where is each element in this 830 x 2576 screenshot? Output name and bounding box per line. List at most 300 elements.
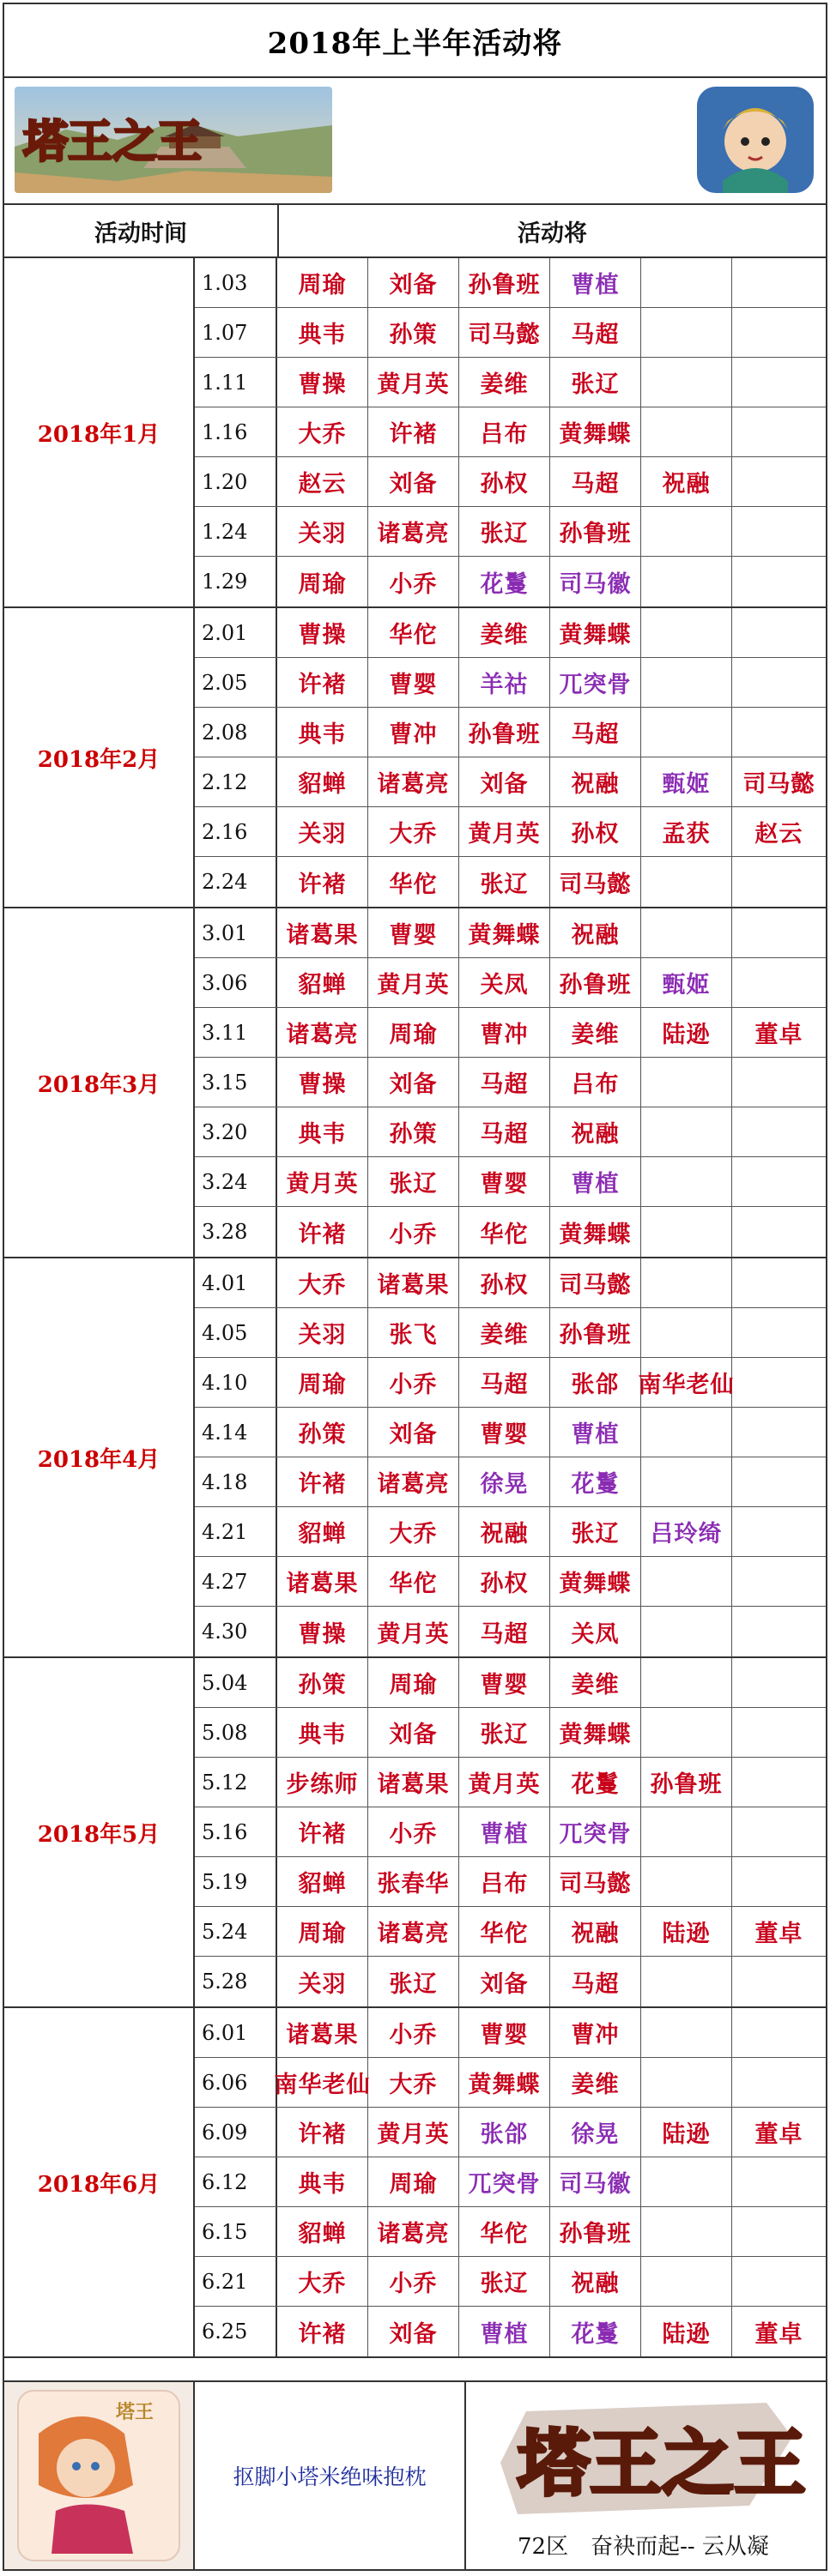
general-cell: 刘备 bbox=[368, 1708, 459, 1757]
table-row bbox=[195, 1607, 826, 1656]
general-cell bbox=[641, 608, 732, 657]
pillow-image bbox=[4, 2382, 195, 2569]
table-row bbox=[195, 2108, 826, 2157]
table-row bbox=[195, 1408, 826, 1457]
date-cell: 1.24 bbox=[195, 507, 277, 556]
general-cell: 曹植 bbox=[550, 258, 641, 307]
general-cell: 张郃 bbox=[459, 2108, 550, 2157]
general-cell bbox=[732, 1607, 826, 1656]
general-cell: 关羽 bbox=[277, 807, 368, 856]
general-cell bbox=[732, 507, 826, 556]
month-group bbox=[4, 1658, 826, 2008]
table-row bbox=[195, 308, 826, 358]
general-cell bbox=[732, 1807, 826, 1856]
general-cell: 羊祜 bbox=[459, 658, 550, 707]
general-cell bbox=[641, 1457, 732, 1506]
general-cell: 花鬘 bbox=[550, 2307, 641, 2356]
month-rows bbox=[195, 1658, 826, 2006]
general-cell: 貂蝉 bbox=[277, 1507, 368, 1556]
date-cell: 1.07 bbox=[195, 308, 277, 357]
general-cell: 姜维 bbox=[459, 358, 550, 407]
general-cell: 关羽 bbox=[277, 1957, 368, 2006]
general-cell: 曹婴 bbox=[459, 2008, 550, 2057]
general-cell bbox=[641, 507, 732, 556]
general-cell: 马超 bbox=[459, 1058, 550, 1107]
date-cell: 3.06 bbox=[195, 958, 277, 1007]
date-cell: 5.04 bbox=[195, 1658, 277, 1707]
table-row bbox=[195, 2008, 826, 2058]
general-cell: 张郃 bbox=[550, 1358, 641, 1407]
general-cell: 孙鲁班 bbox=[459, 708, 550, 757]
general-cell: 黄舞蝶 bbox=[550, 407, 641, 456]
date-cell: 3.24 bbox=[195, 1157, 277, 1206]
general-cell: 大乔 bbox=[368, 807, 459, 856]
general-cell: 貂蝉 bbox=[277, 2207, 368, 2256]
general-cell: 张辽 bbox=[550, 358, 641, 407]
general-cell: 刘备 bbox=[368, 258, 459, 307]
general-cell bbox=[641, 1107, 732, 1156]
general-cell: 诸葛亮 bbox=[368, 1907, 459, 1956]
general-cell bbox=[732, 2157, 826, 2206]
general-cell: 黄月英 bbox=[368, 958, 459, 1007]
general-cell: 周瑜 bbox=[277, 258, 368, 307]
general-cell: 孙策 bbox=[368, 308, 459, 357]
general-cell: 陆逊 bbox=[641, 1008, 732, 1057]
date-cell: 3.15 bbox=[195, 1058, 277, 1107]
general-cell: 姜维 bbox=[550, 1658, 641, 1707]
general-cell: 曹冲 bbox=[459, 1008, 550, 1057]
general-cell: 华佗 bbox=[459, 1207, 550, 1257]
general-cell bbox=[732, 658, 826, 707]
general-cell: 曹植 bbox=[550, 1157, 641, 1206]
general-cell: 吕布 bbox=[459, 1857, 550, 1906]
general-cell: 关凤 bbox=[550, 1607, 641, 1656]
general-cell: 孙权 bbox=[550, 807, 641, 856]
general-cell: 孙鲁班 bbox=[550, 507, 641, 556]
general-cell: 貂蝉 bbox=[277, 958, 368, 1007]
general-cell bbox=[732, 1557, 826, 1606]
date-cell: 5.16 bbox=[195, 1807, 277, 1856]
general-cell bbox=[732, 958, 826, 1007]
general-cell: 典韦 bbox=[277, 1708, 368, 1757]
general-cell bbox=[641, 1058, 732, 1107]
general-cell: 曹婴 bbox=[459, 1157, 550, 1206]
table-row bbox=[195, 857, 826, 907]
date-cell: 4.01 bbox=[195, 1258, 277, 1307]
game-logo-image bbox=[15, 87, 332, 193]
general-cell: 许褚 bbox=[277, 2307, 368, 2356]
general-cell: 花鬘 bbox=[550, 1758, 641, 1807]
general-cell bbox=[732, 308, 826, 357]
date-cell: 4.05 bbox=[195, 1308, 277, 1357]
general-cell: 许褚 bbox=[277, 1457, 368, 1506]
general-cell: 周瑜 bbox=[277, 1358, 368, 1407]
month-rows bbox=[195, 908, 826, 1257]
general-cell: 马超 bbox=[459, 1358, 550, 1407]
general-cell bbox=[641, 2257, 732, 2306]
general-cell bbox=[641, 358, 732, 407]
date-cell: 6.15 bbox=[195, 2207, 277, 2256]
table-row bbox=[195, 1258, 826, 1308]
general-cell: 陆逊 bbox=[641, 1907, 732, 1956]
general-cell bbox=[641, 658, 732, 707]
general-cell: 张春华 bbox=[368, 1857, 459, 1906]
general-cell: 诸葛果 bbox=[368, 1258, 459, 1307]
header-generals: 活动将 bbox=[518, 220, 587, 247]
table-row bbox=[195, 1107, 826, 1157]
general-cell bbox=[732, 1258, 826, 1307]
general-cell: 陆逊 bbox=[641, 2108, 732, 2157]
date-cell: 6.12 bbox=[195, 2157, 277, 2206]
general-cell bbox=[732, 857, 826, 907]
footer-logo-image bbox=[466, 2386, 827, 2531]
month-label: 2018年1月 bbox=[4, 258, 195, 606]
general-cell: 曹植 bbox=[550, 1408, 641, 1457]
general-cell bbox=[732, 1207, 826, 1257]
general-cell: 马超 bbox=[550, 457, 641, 506]
table-row bbox=[195, 407, 826, 457]
general-cell: 孙权 bbox=[459, 457, 550, 506]
general-cell: 诸葛亮 bbox=[368, 2207, 459, 2256]
date-cell: 1.03 bbox=[195, 258, 277, 307]
general-cell: 诸葛果 bbox=[277, 908, 368, 957]
general-cell bbox=[641, 857, 732, 907]
general-cell: 孙鲁班 bbox=[550, 958, 641, 1007]
general-cell: 曹操 bbox=[277, 358, 368, 407]
general-cell: 小乔 bbox=[368, 557, 459, 606]
general-cell bbox=[732, 407, 826, 456]
general-cell bbox=[732, 1358, 826, 1407]
table-row bbox=[195, 1457, 826, 1507]
general-cell: 典韦 bbox=[277, 708, 368, 757]
month-label: 2018年2月 bbox=[4, 608, 195, 907]
date-cell: 5.08 bbox=[195, 1708, 277, 1757]
table-row bbox=[195, 507, 826, 557]
general-cell: 周瑜 bbox=[277, 1907, 368, 1956]
month-label: 2018年3月 bbox=[4, 908, 195, 1257]
date-cell: 6.01 bbox=[195, 2008, 277, 2057]
general-cell bbox=[641, 1408, 732, 1457]
general-cell: 张辽 bbox=[459, 507, 550, 556]
general-cell bbox=[641, 407, 732, 456]
general-cell bbox=[732, 1708, 826, 1757]
general-cell: 华佗 bbox=[368, 608, 459, 657]
general-cell bbox=[641, 708, 732, 757]
date-cell: 4.30 bbox=[195, 1607, 277, 1656]
general-cell: 兀突骨 bbox=[459, 2157, 550, 2206]
date-cell: 3.28 bbox=[195, 1207, 277, 1257]
general-cell: 曹婴 bbox=[459, 1658, 550, 1707]
general-cell: 典韦 bbox=[277, 2157, 368, 2206]
table-row bbox=[195, 958, 826, 1008]
general-cell bbox=[732, 1758, 826, 1807]
date-cell: 1.29 bbox=[195, 557, 277, 606]
general-cell: 董卓 bbox=[754, 1022, 803, 1048]
general-cell: 黄舞蝶 bbox=[550, 1557, 641, 1606]
general-cell: 张辽 bbox=[368, 1957, 459, 2006]
general-cell: 小乔 bbox=[368, 1207, 459, 1257]
general-cell: 刘备 bbox=[368, 1408, 459, 1457]
table-row bbox=[195, 2058, 826, 2108]
general-cell: 兀突骨 bbox=[550, 658, 641, 707]
month-rows bbox=[195, 2008, 826, 2356]
general-cell: 曹操 bbox=[277, 1058, 368, 1107]
general-cell: 兀突骨 bbox=[550, 1807, 641, 1856]
months-container bbox=[4, 258, 826, 2358]
general-cell: 貂蝉 bbox=[277, 757, 368, 806]
schedule-table bbox=[4, 205, 826, 2358]
date-cell: 4.21 bbox=[195, 1507, 277, 1556]
table-row bbox=[195, 1957, 826, 2006]
date-cell: 5.19 bbox=[195, 1857, 277, 1906]
date-cell: 2.12 bbox=[195, 757, 277, 806]
general-cell: 吕布 bbox=[550, 1058, 641, 1107]
table-row bbox=[195, 708, 826, 757]
general-cell: 赵云 bbox=[754, 821, 803, 848]
general-cell: 马超 bbox=[550, 708, 641, 757]
table-row bbox=[195, 1907, 826, 1957]
general-cell bbox=[641, 1708, 732, 1757]
table-row bbox=[195, 608, 826, 658]
general-cell bbox=[641, 308, 732, 357]
general-cell bbox=[732, 1507, 826, 1556]
general-cell: 诸葛果 bbox=[277, 2008, 368, 2057]
general-cell bbox=[641, 2207, 732, 2256]
general-cell bbox=[641, 1557, 732, 1606]
date-cell: 2.01 bbox=[195, 608, 277, 657]
general-cell: 大乔 bbox=[277, 407, 368, 456]
general-cell: 吕布 bbox=[459, 407, 550, 456]
general-cell: 关羽 bbox=[277, 507, 368, 556]
date-cell: 3.01 bbox=[195, 908, 277, 957]
general-cell: 姜维 bbox=[550, 2058, 641, 2107]
general-cell: 徐晃 bbox=[550, 2108, 641, 2157]
general-cell: 张辽 bbox=[459, 1708, 550, 1757]
general-cell: 黄月英 bbox=[368, 358, 459, 407]
general-cell bbox=[732, 2008, 826, 2057]
general-cell bbox=[732, 1408, 826, 1457]
date-cell: 2.05 bbox=[195, 658, 277, 707]
general-cell: 小乔 bbox=[368, 2257, 459, 2306]
table-row bbox=[195, 457, 826, 507]
general-cell: 孙策 bbox=[368, 1107, 459, 1156]
general-cell: 张辽 bbox=[550, 1507, 641, 1556]
general-cell: 曹操 bbox=[277, 608, 368, 657]
general-cell bbox=[641, 1157, 732, 1206]
general-cell: 祝融 bbox=[641, 457, 732, 506]
general-cell: 曹婴 bbox=[368, 658, 459, 707]
general-cell: 黄月英 bbox=[368, 1607, 459, 1656]
general-cell: 南华老仙 bbox=[641, 1358, 732, 1407]
table-row bbox=[195, 2157, 826, 2207]
general-cell: 关凤 bbox=[459, 958, 550, 1007]
general-cell: 花鬘 bbox=[459, 557, 550, 606]
general-cell: 张辽 bbox=[459, 2257, 550, 2306]
general-cell: 典韦 bbox=[277, 308, 368, 357]
general-cell: 小乔 bbox=[368, 1358, 459, 1407]
general-cell: 黄舞蝶 bbox=[459, 2058, 550, 2107]
general-cell: 华佗 bbox=[459, 1907, 550, 1956]
general-cell: 刘备 bbox=[368, 457, 459, 506]
table-row bbox=[195, 1557, 826, 1607]
general-cell: 甄姬 bbox=[641, 958, 732, 1007]
table-header bbox=[4, 205, 826, 258]
general-cell: 孙鲁班 bbox=[459, 258, 550, 307]
month-group bbox=[4, 908, 826, 1258]
general-cell bbox=[732, 708, 826, 757]
general-cell: 董卓 bbox=[754, 2320, 803, 2348]
general-cell bbox=[641, 1607, 732, 1656]
general-cell: 孙鲁班 bbox=[550, 1308, 641, 1357]
general-cell: 诸葛果 bbox=[368, 1758, 459, 1807]
general-cell bbox=[732, 1658, 826, 1707]
table-row bbox=[195, 757, 826, 807]
general-cell: 周瑜 bbox=[368, 1008, 459, 1057]
date-cell: 3.20 bbox=[195, 1107, 277, 1156]
date-cell: 2.24 bbox=[195, 857, 277, 907]
general-cell: 大乔 bbox=[368, 2058, 459, 2107]
general-cell: 甄姬 bbox=[641, 757, 732, 806]
general-cell bbox=[641, 2058, 732, 2107]
footer bbox=[4, 2380, 826, 2569]
general-cell: 董卓 bbox=[754, 1921, 803, 1947]
general-cell: 许褚 bbox=[277, 2108, 368, 2157]
general-cell bbox=[641, 1308, 732, 1357]
header-time: 活动时间 bbox=[4, 205, 279, 256]
table-row bbox=[195, 2207, 826, 2257]
general-cell: 曹冲 bbox=[368, 708, 459, 757]
general-cell: 华佗 bbox=[368, 1557, 459, 1606]
general-cell: 许褚 bbox=[277, 658, 368, 707]
date-cell: 6.21 bbox=[195, 2257, 277, 2306]
date-cell: 4.14 bbox=[195, 1408, 277, 1457]
general-cell: 姜维 bbox=[459, 608, 550, 657]
general-cell: 黄舞蝶 bbox=[550, 608, 641, 657]
general-cell: 孙权 bbox=[459, 1557, 550, 1606]
general-cell: 司马懿 bbox=[550, 1258, 641, 1307]
general-cell: 周瑜 bbox=[368, 2157, 459, 2206]
table-row bbox=[195, 557, 826, 606]
month-group bbox=[4, 1258, 826, 1658]
svg-text:塔王: 塔王 bbox=[116, 2401, 154, 2423]
general-cell: 刘备 bbox=[459, 1957, 550, 2006]
general-cell: 周瑜 bbox=[277, 557, 368, 606]
general-cell bbox=[732, 457, 826, 506]
general-cell: 许褚 bbox=[277, 857, 368, 907]
table-row bbox=[195, 908, 826, 958]
signature: 72区 奋袂而起-- 云从凝 bbox=[518, 2534, 769, 2560]
date-cell: 2.08 bbox=[195, 708, 277, 757]
general-cell: 董卓 bbox=[754, 2121, 803, 2148]
footer-logo-text: 塔王之王 bbox=[518, 2421, 807, 2506]
general-cell: 小乔 bbox=[368, 1807, 459, 1856]
general-cell: 姜维 bbox=[550, 1008, 641, 1057]
general-cell bbox=[641, 1957, 732, 2006]
general-cell: 刘备 bbox=[368, 1058, 459, 1107]
general-cell bbox=[732, 1457, 826, 1506]
general-cell bbox=[732, 2257, 826, 2306]
general-cell: 诸葛亮 bbox=[368, 1457, 459, 1506]
general-cell: 关羽 bbox=[277, 1308, 368, 1357]
hero-avatar-image bbox=[697, 87, 814, 193]
schedule-page bbox=[3, 3, 827, 2571]
table-row bbox=[195, 1758, 826, 1807]
general-cell: 徐晃 bbox=[459, 1457, 550, 1506]
general-cell bbox=[641, 1258, 732, 1307]
table-row bbox=[195, 1008, 826, 1058]
general-cell: 孙鲁班 bbox=[641, 1758, 732, 1807]
general-cell: 诸葛亮 bbox=[368, 757, 459, 806]
general-cell: 司马懿 bbox=[459, 308, 550, 357]
general-cell: 黄月英 bbox=[459, 807, 550, 856]
date-cell: 4.27 bbox=[195, 1557, 277, 1606]
date-cell: 2.16 bbox=[195, 807, 277, 856]
general-cell: 祝融 bbox=[550, 2257, 641, 2306]
date-cell: 6.06 bbox=[195, 2058, 277, 2107]
table-row bbox=[195, 2257, 826, 2307]
general-cell: 诸葛果 bbox=[277, 1557, 368, 1606]
general-cell: 司马懿 bbox=[742, 771, 815, 798]
general-cell: 周瑜 bbox=[368, 1658, 459, 1707]
general-cell: 孙策 bbox=[277, 1658, 368, 1707]
general-cell: 马超 bbox=[459, 1607, 550, 1656]
footer-right bbox=[466, 2382, 826, 2569]
general-cell: 吕玲绮 bbox=[641, 1507, 732, 1556]
date-cell: 5.28 bbox=[195, 1957, 277, 2006]
general-cell: 曹婴 bbox=[368, 908, 459, 957]
general-cell: 花鬘 bbox=[550, 1457, 641, 1506]
general-cell bbox=[732, 1857, 826, 1906]
table-row bbox=[195, 1358, 826, 1408]
pillow-caption: 抠脚小塔米绝味抱枕 bbox=[195, 2382, 466, 2569]
general-cell bbox=[641, 908, 732, 957]
general-cell: 曹操 bbox=[277, 1607, 368, 1656]
general-cell: 许褚 bbox=[277, 1807, 368, 1856]
general-cell: 黄舞蝶 bbox=[459, 908, 550, 957]
general-cell: 张飞 bbox=[368, 1308, 459, 1357]
general-cell: 刘备 bbox=[459, 757, 550, 806]
table-row bbox=[195, 1857, 826, 1907]
general-cell bbox=[732, 2207, 826, 2256]
date-cell: 4.18 bbox=[195, 1457, 277, 1506]
general-cell: 黄月英 bbox=[459, 1758, 550, 1807]
general-cell bbox=[732, 358, 826, 407]
general-cell: 刘备 bbox=[368, 2307, 459, 2356]
general-cell: 大乔 bbox=[277, 2257, 368, 2306]
general-cell: 黄月英 bbox=[277, 1157, 368, 1206]
date-cell: 6.25 bbox=[195, 2307, 277, 2356]
general-cell: 司马懿 bbox=[550, 1857, 641, 1906]
general-cell: 华佗 bbox=[368, 857, 459, 907]
general-cell: 祝融 bbox=[550, 1107, 641, 1156]
svg-text:塔王之王: 塔王之王 bbox=[23, 116, 203, 168]
month-group bbox=[4, 608, 826, 908]
general-cell: 孙策 bbox=[277, 1408, 368, 1457]
general-cell bbox=[641, 2008, 732, 2057]
general-cell: 小乔 bbox=[368, 2008, 459, 2057]
date-cell: 1.11 bbox=[195, 358, 277, 407]
general-cell: 华佗 bbox=[459, 2207, 550, 2256]
general-cell: 南华老仙 bbox=[277, 2058, 368, 2107]
general-cell bbox=[641, 2157, 732, 2206]
general-cell: 曹冲 bbox=[550, 2008, 641, 2057]
general-cell: 大乔 bbox=[277, 1258, 368, 1307]
month-group bbox=[4, 258, 826, 608]
general-cell: 张辽 bbox=[368, 1157, 459, 1206]
general-cell: 典韦 bbox=[277, 1107, 368, 1156]
general-cell bbox=[732, 608, 826, 657]
general-cell: 诸葛亮 bbox=[368, 507, 459, 556]
